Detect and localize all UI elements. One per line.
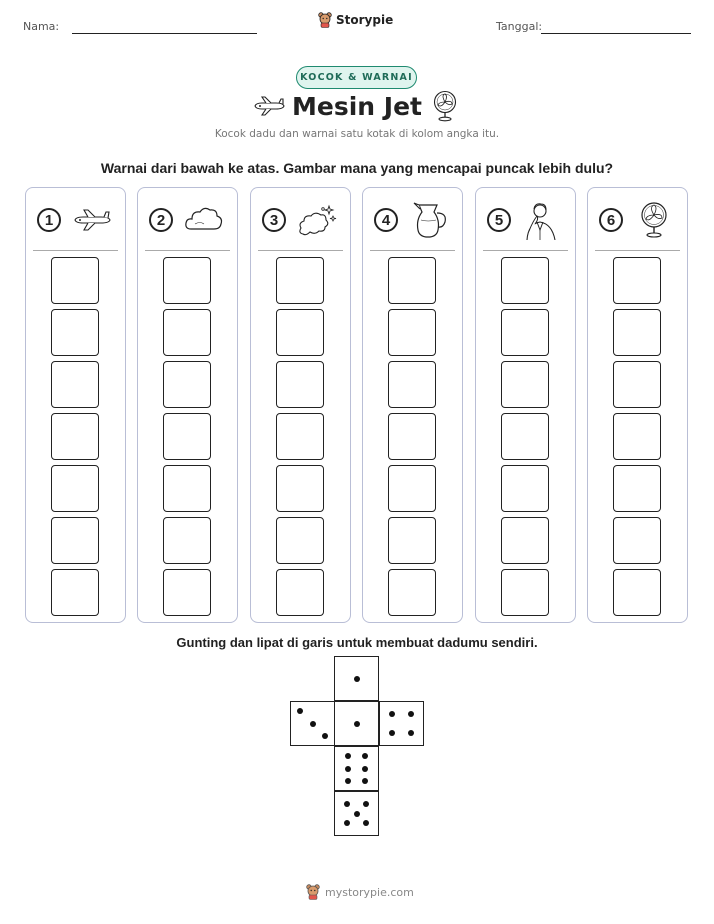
pitcher-icon bbox=[407, 200, 451, 240]
column-number: 6 bbox=[599, 208, 623, 232]
color-box[interactable] bbox=[276, 361, 324, 408]
footer-url[interactable]: mystorypie.com bbox=[325, 885, 414, 899]
roll-column-2 bbox=[137, 187, 238, 623]
color-box[interactable] bbox=[51, 413, 99, 460]
color-box[interactable] bbox=[501, 309, 549, 356]
color-box[interactable] bbox=[163, 361, 211, 408]
color-box[interactable] bbox=[388, 465, 436, 512]
die-pip bbox=[344, 820, 350, 826]
column-divider bbox=[370, 250, 455, 251]
color-box[interactable] bbox=[276, 257, 324, 304]
die-pip bbox=[363, 801, 369, 807]
roll-column-1 bbox=[25, 187, 126, 623]
color-box[interactable] bbox=[501, 413, 549, 460]
color-box[interactable] bbox=[388, 569, 436, 616]
column-number: 2 bbox=[149, 208, 173, 232]
column-header bbox=[138, 188, 237, 250]
column-number: 3 bbox=[262, 208, 286, 232]
die-pip bbox=[297, 708, 303, 714]
activity-badge: KOCOK & WARNAI bbox=[296, 66, 417, 89]
page-title: Mesin Jet bbox=[292, 92, 422, 121]
color-box[interactable] bbox=[388, 309, 436, 356]
steam-puff-icon bbox=[295, 200, 339, 240]
die-pip bbox=[389, 730, 395, 736]
color-box[interactable] bbox=[51, 361, 99, 408]
column-header bbox=[363, 188, 462, 250]
die-pip bbox=[362, 766, 368, 772]
die-pip bbox=[362, 753, 368, 759]
bear-mascot-icon bbox=[306, 884, 320, 900]
roll-column-6 bbox=[587, 187, 688, 623]
color-box[interactable] bbox=[163, 517, 211, 564]
column-header bbox=[26, 188, 125, 250]
color-box[interactable] bbox=[613, 257, 661, 304]
color-box[interactable] bbox=[613, 413, 661, 460]
die-pip bbox=[408, 711, 414, 717]
column-number: 5 bbox=[487, 208, 511, 232]
die-pip bbox=[389, 711, 395, 717]
die-face bbox=[290, 701, 335, 746]
date-label: Tanggal: bbox=[496, 20, 543, 33]
brand-name: Storypie bbox=[336, 13, 394, 27]
die-pip bbox=[354, 811, 360, 817]
footer bbox=[306, 884, 414, 900]
color-box[interactable] bbox=[163, 465, 211, 512]
die-pip bbox=[345, 753, 351, 759]
die-face bbox=[334, 701, 379, 746]
die-pip bbox=[345, 778, 351, 784]
fan-icon bbox=[432, 90, 458, 122]
color-box[interactable] bbox=[613, 361, 661, 408]
date-line[interactable] bbox=[541, 33, 691, 34]
color-box[interactable] bbox=[51, 257, 99, 304]
color-box[interactable] bbox=[276, 465, 324, 512]
die-pip bbox=[363, 820, 369, 826]
die-pip bbox=[354, 676, 360, 682]
color-box[interactable] bbox=[51, 517, 99, 564]
die-face bbox=[334, 746, 379, 791]
name-line[interactable] bbox=[72, 33, 257, 34]
column-divider bbox=[483, 250, 568, 251]
color-box[interactable] bbox=[501, 569, 549, 616]
die-pip bbox=[354, 721, 360, 727]
bear-mascot-icon bbox=[318, 12, 332, 28]
color-box[interactable] bbox=[613, 517, 661, 564]
color-box[interactable] bbox=[388, 361, 436, 408]
column-divider bbox=[145, 250, 230, 251]
color-box[interactable] bbox=[388, 517, 436, 564]
die-pip bbox=[362, 778, 368, 784]
die-face bbox=[334, 656, 379, 701]
name-label: Nama: bbox=[23, 20, 60, 33]
airplane-icon bbox=[70, 200, 114, 240]
column-divider bbox=[33, 250, 118, 251]
brand-logo bbox=[318, 12, 393, 28]
color-box[interactable] bbox=[276, 309, 324, 356]
column-divider bbox=[258, 250, 343, 251]
die-pip bbox=[322, 733, 328, 739]
color-box[interactable] bbox=[276, 413, 324, 460]
die-face bbox=[379, 701, 424, 746]
column-header bbox=[476, 188, 575, 250]
cut-instructions: Gunting dan lipat di garis untuk membuat dadumu sendiri. bbox=[176, 635, 538, 650]
color-box[interactable] bbox=[388, 257, 436, 304]
color-box[interactable] bbox=[501, 257, 549, 304]
page-subtitle: Kocok dadu dan warnai satu kotak di kolom angka itu. bbox=[214, 128, 500, 140]
color-box[interactable] bbox=[501, 465, 549, 512]
fan-icon bbox=[632, 200, 676, 240]
die-pip bbox=[310, 721, 316, 727]
roll-column-5 bbox=[475, 187, 576, 623]
color-box[interactable] bbox=[276, 569, 324, 616]
color-box[interactable] bbox=[51, 465, 99, 512]
column-header bbox=[251, 188, 350, 250]
color-box[interactable] bbox=[163, 413, 211, 460]
color-box[interactable] bbox=[501, 517, 549, 564]
instructions: Warnai dari bawah ke atas. Gambar mana yang mencapai puncak lebih dulu? bbox=[100, 160, 614, 176]
color-box[interactable] bbox=[613, 465, 661, 512]
color-box[interactable] bbox=[163, 257, 211, 304]
color-box[interactable] bbox=[613, 569, 661, 616]
column-divider bbox=[595, 250, 680, 251]
roll-column-3 bbox=[250, 187, 351, 623]
die-pip bbox=[345, 766, 351, 772]
color-box[interactable] bbox=[51, 569, 99, 616]
cloud-icon bbox=[182, 200, 226, 240]
color-box[interactable] bbox=[276, 517, 324, 564]
roll-column-4 bbox=[362, 187, 463, 623]
column-header bbox=[588, 188, 687, 250]
color-box[interactable] bbox=[501, 361, 549, 408]
column-number: 1 bbox=[37, 208, 61, 232]
color-box[interactable] bbox=[51, 309, 99, 356]
color-box[interactable] bbox=[163, 309, 211, 356]
color-box[interactable] bbox=[388, 413, 436, 460]
column-number: 4 bbox=[374, 208, 398, 232]
color-box[interactable] bbox=[613, 309, 661, 356]
die-pip bbox=[408, 730, 414, 736]
color-box[interactable] bbox=[163, 569, 211, 616]
die-pip bbox=[344, 801, 350, 807]
die-face bbox=[334, 791, 379, 836]
pilot-man-icon bbox=[520, 200, 564, 240]
